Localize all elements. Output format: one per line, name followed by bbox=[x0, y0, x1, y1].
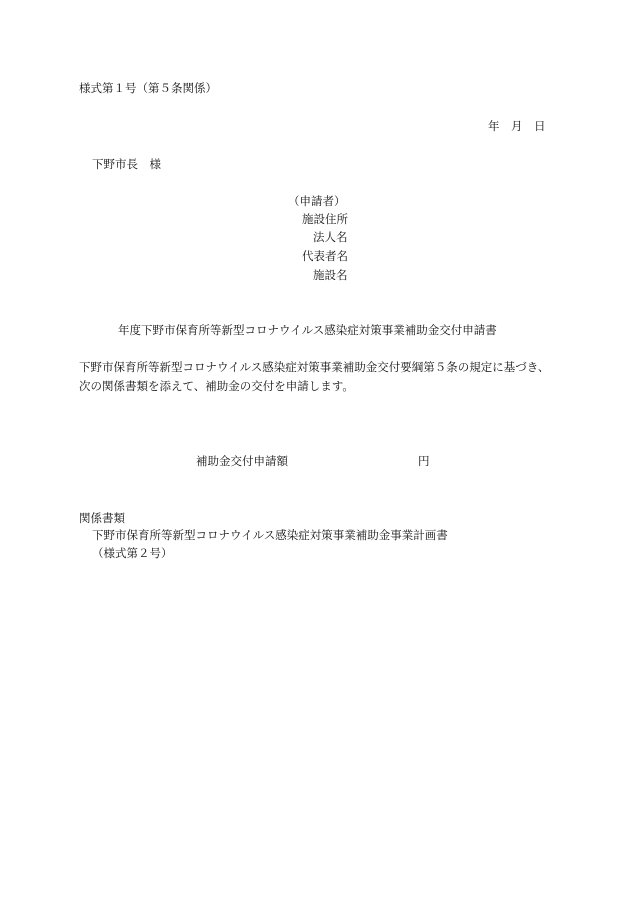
related-doc-item: 下野市保育所等新型コロナウイルス感染症対策事業補助金事業計画書 bbox=[92, 528, 448, 542]
facility-name-label: 施設名 bbox=[313, 268, 348, 282]
amount-unit: 円 bbox=[418, 454, 430, 468]
date-line: 年 月 日 bbox=[488, 119, 546, 133]
addressee: 下野市長 様 bbox=[92, 157, 161, 171]
applicant-heading: （申請者） bbox=[288, 194, 346, 208]
corporation-name-label: 法人名 bbox=[313, 230, 348, 244]
related-docs-heading: 関係書類 bbox=[79, 511, 125, 525]
body-line-1: 下野市保育所等新型コロナウイルス感染症対策事業補助金交付要綱第５条の規定に基づき、 bbox=[79, 360, 550, 374]
related-doc-form: （様式第２号） bbox=[92, 546, 173, 560]
form-label: 様式第１号（第５条関係） bbox=[79, 81, 217, 95]
document-title: 年度下野市保育所等新型コロナウイルス感染症対策事業補助金交付申請書 bbox=[118, 323, 497, 337]
facility-address-label: 施設住所 bbox=[302, 212, 348, 226]
amount-label: 補助金交付申請額 bbox=[196, 454, 288, 468]
representative-name-label: 代表者名 bbox=[302, 249, 348, 263]
body-line-2: 次の関係書類を添えて、補助金の交付を申請します。 bbox=[79, 379, 354, 393]
